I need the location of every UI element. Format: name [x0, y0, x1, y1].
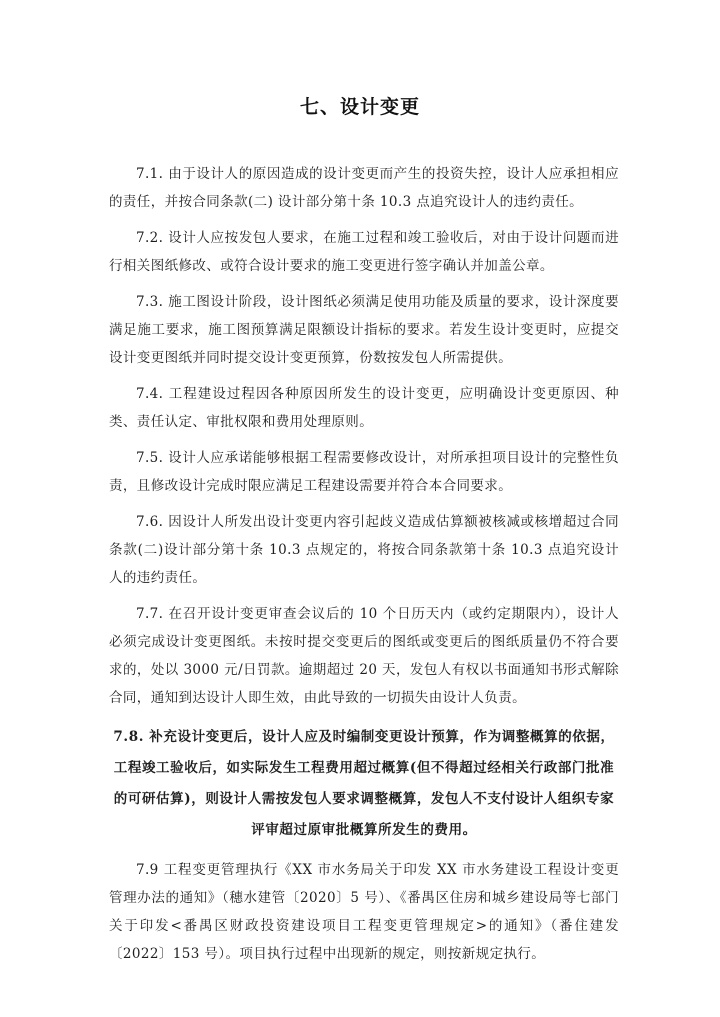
- section-title: 七、设计变更: [299, 96, 420, 118]
- paragraph-7-5: 7.5. 设计人应承诺能够根据工程需要修改设计，对所承担项目设计的完整性负责，且修改设计完成时限应满足工程建设需要并符合本合同要求。: [109, 450, 619, 494]
- paragraph-7-9: 7.9 工程变更管理执行《XX 市水务局关于印发 XX 市水务建设工程设计变更管理办法的通知》（穗水建管〔2020〕5 号）、《番禺区住房和城乡建设局等七部门关于印发<番禺区财政投资建设项目工程变更管理规定>的通知》（番住建发〔2022〕153 号）。项目执行过程中出现新的规定，则按新规定执行。: [109, 862, 619, 962]
- paragraph-7-3: 7.3. 施工图设计阶段，设计图纸必须满足使用功能及质量的要求，设计深度要满足施工要求，施工图预算满足限额设计指标的要求。若发生设计变更时，应提交设计变更图纸并同时提交设计变更预算，份数按发包人所需提供。: [109, 294, 619, 366]
- paragraph-7-8-bold: 7.8. 补充设计变更后，设计人应及时编制变更设计预算，作为调整概算的依据，工程竣工验收后，如实际发生工程费用超过概算(但不得超过经相关行政部门批准的可研估算)，则设计人需按发包人要求调整概算，发包人不支付设计人组织专家评审超过原审批概算所发生的费用。: [113, 729, 615, 838]
- paragraph-7-4: 7.4. 工程建设过程因各种原因所发生的设计变更，应明确设计变更原因、种类、责任认定、审批权限和费用处理原则。: [109, 386, 619, 430]
- paragraph-7-6: 7.6. 因设计人所发出设计变更内容引起歧义造成估算额被核减或核增超过合同条款(二)设计部分第十条 10.3 点规定的，将按合同条款第十条 10.3 点追究设计人的违约责任。: [109, 514, 619, 586]
- paragraph-7-1: 7.1. 由于设计人的原因造成的设计变更而产生的投资失控，设计人应承担相应的责任，并按合同条款(二) 设计部分第十条 10.3 点追究设计人的违约责任。: [109, 166, 619, 210]
- paragraph-7-7: 7.7. 在召开设计变更审查会议后的 10 个日历天内（或约定期限内），设计人必须完成设计变更图纸。未按时提交变更后的图纸或变更后的图纸质量仍不符合要求的，处以 3000 元/日罚款。逾期超过 20 天，发包人有权以书面通知书形式解除合同，通知到达设计人即生效，由此导致的一切损失由设计人负责。: [109, 606, 619, 706]
- paragraph-7-2: 7.2. 设计人应按发包人要求，在施工过程和竣工验收后，对由于设计问题而进行相关图纸修改、或符合设计要求的施工变更进行签字确认并加盖公章。: [109, 230, 619, 274]
- document-body: [109, 160, 619, 976]
